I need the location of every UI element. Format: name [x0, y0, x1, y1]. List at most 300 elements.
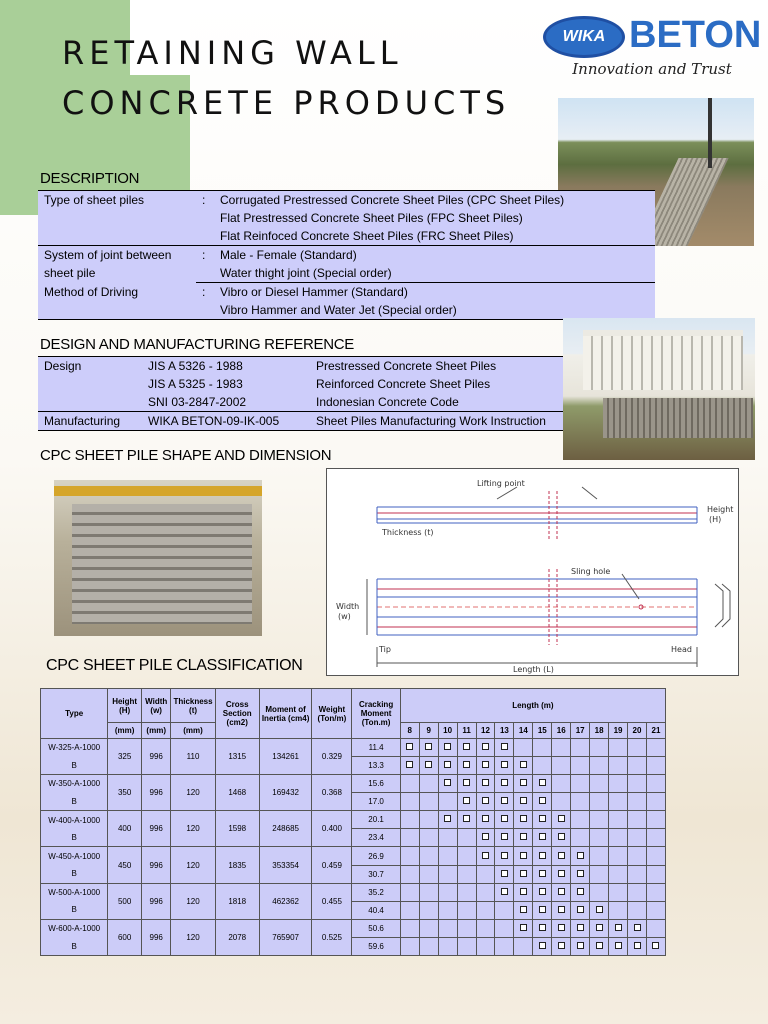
- building-retaining-wall-photo: [563, 318, 755, 460]
- length-cell: [609, 883, 628, 901]
- availability-box-icon: [482, 743, 489, 750]
- availability-box-icon: [482, 815, 489, 822]
- wika-beton-logo: [543, 12, 762, 87]
- availability-box-icon: [558, 924, 565, 931]
- length-cell: [590, 883, 609, 901]
- length-cell: [646, 739, 665, 757]
- description-sep: [196, 209, 214, 227]
- length-cell: [609, 739, 628, 757]
- length-cell: [476, 937, 495, 955]
- length-col-10: 10: [438, 723, 457, 739]
- length-cell: [457, 739, 476, 757]
- label-width-sym: (w): [338, 612, 351, 621]
- availability-box-icon: [520, 870, 527, 877]
- section-cell: 2078: [215, 919, 259, 955]
- length-cell: [476, 901, 495, 919]
- width-cell: 996: [141, 739, 170, 775]
- availability-box-icon: [558, 888, 565, 895]
- diagram-svg: [327, 469, 738, 675]
- availability-box-icon: [501, 797, 508, 804]
- length-cell: [646, 865, 665, 883]
- length-cell: [646, 829, 665, 847]
- length-cell: [495, 865, 514, 883]
- availability-box-icon: [558, 833, 565, 840]
- design-code: JIS A 5325 - 1983: [148, 377, 243, 391]
- length-cell: [495, 811, 514, 829]
- col-cracking: Cracking Moment (Ton.m): [352, 689, 400, 739]
- length-cell: [438, 793, 457, 811]
- inertia-cell: 765907: [259, 919, 312, 955]
- description-value: Vibro or Diesel Hammer (Standard): [220, 285, 408, 299]
- table-row: [41, 775, 666, 793]
- length-cell: [438, 739, 457, 757]
- availability-box-icon: [539, 797, 546, 804]
- availability-box-icon: [558, 815, 565, 822]
- shape-heading: CPC SHEET PILE SHAPE AND DIMENSION: [40, 447, 332, 464]
- table-row: [41, 739, 666, 757]
- thickness-cell: 120: [171, 811, 215, 847]
- weight-cell: 0.455: [312, 883, 352, 919]
- availability-box-icon: [539, 888, 546, 895]
- availability-box-icon: [501, 779, 508, 786]
- availability-box-icon: [558, 906, 565, 913]
- length-cell: [495, 829, 514, 847]
- cracking-cell: 40.4: [352, 901, 400, 919]
- length-cell: [514, 775, 533, 793]
- availability-box-icon: [425, 761, 432, 768]
- length-cell: [533, 793, 552, 811]
- availability-box-icon: [520, 815, 527, 822]
- length-cell: [400, 739, 419, 757]
- weight-cell: 0.525: [312, 919, 352, 955]
- length-cell: [495, 757, 514, 775]
- cracking-cell: 20.1: [352, 811, 400, 829]
- availability-box-icon: [482, 761, 489, 768]
- cracking-cell: 17.0: [352, 793, 400, 811]
- length-cell: [571, 739, 590, 757]
- design-row-1: [38, 357, 593, 376]
- length-cell: [552, 793, 571, 811]
- availability-box-icon: [501, 852, 508, 859]
- length-cell: [533, 883, 552, 901]
- length-cell: [400, 829, 419, 847]
- length-cell: [533, 937, 552, 955]
- description-label: Method of Driving: [44, 284, 139, 299]
- manufacturing-code: WIKA BETON-09-IK-005: [142, 412, 310, 431]
- length-cell: [457, 775, 476, 793]
- description-sep: :: [202, 193, 206, 207]
- description-row: [38, 301, 655, 320]
- title-line-2: CONCRETE PRODUCTS: [62, 84, 511, 122]
- length-cell: [552, 847, 571, 865]
- availability-box-icon: [577, 888, 584, 895]
- length-cell: [552, 937, 571, 955]
- length-cell: [646, 937, 665, 955]
- photo-crane: [708, 98, 712, 168]
- length-cell: [457, 865, 476, 883]
- length-cell: [628, 865, 647, 883]
- length-cell: [628, 883, 647, 901]
- description-value: Corrugated Prestressed Concrete Sheet Piles (CPC Sheet Piles): [220, 193, 565, 207]
- length-cell: [590, 919, 609, 937]
- length-cell: [419, 937, 438, 955]
- length-cell: [571, 865, 590, 883]
- length-cell: [476, 847, 495, 865]
- availability-box-icon: [501, 743, 508, 750]
- availability-box-icon: [463, 779, 470, 786]
- description-value: Vibro Hammer and Water Jet (Special order): [214, 301, 655, 320]
- length-cell: [609, 937, 628, 955]
- cracking-cell: 26.9: [352, 847, 400, 865]
- length-cell: [646, 883, 665, 901]
- length-cell: [609, 793, 628, 811]
- length-cell: [457, 847, 476, 865]
- unit-thickness: (mm): [171, 723, 215, 739]
- length-cell: [419, 793, 438, 811]
- description-sep: :: [202, 285, 206, 299]
- length-cell: [476, 829, 495, 847]
- length-cell: [457, 901, 476, 919]
- empty-cell: [38, 375, 142, 393]
- length-cell: [495, 937, 514, 955]
- cracking-cell: 35.2: [352, 883, 400, 901]
- width-cell: 996: [141, 775, 170, 811]
- availability-box-icon: [501, 833, 508, 840]
- cracking-cell: 15.6: [352, 775, 400, 793]
- lifting-point-leader: [497, 487, 517, 499]
- section-cell: 1835: [215, 847, 259, 883]
- availability-box-icon: [463, 815, 470, 822]
- cross-section-shape: [715, 584, 723, 627]
- inertia-cell: 353354: [259, 847, 312, 883]
- length-cell: [495, 847, 514, 865]
- length-col-11: 11: [457, 723, 476, 739]
- length-cell: [533, 829, 552, 847]
- section-cell: 1818: [215, 883, 259, 919]
- length-cell: [419, 811, 438, 829]
- type-cell: W-450-A-1000: [41, 847, 108, 865]
- description-value: Flat Reinfoced Concrete Sheet Piles (FRC Sheet Piles): [214, 227, 655, 246]
- col-section: Cross Section (cm2): [215, 689, 259, 739]
- length-cell: [514, 829, 533, 847]
- availability-box-icon: [463, 797, 470, 804]
- length-col-17: 17: [571, 723, 590, 739]
- availability-box-icon: [444, 779, 451, 786]
- description-row: [38, 283, 655, 302]
- length-cell: [400, 919, 419, 937]
- availability-box-icon: [596, 942, 603, 949]
- photo-gantry-crane: [54, 486, 262, 496]
- label-tip: Tip: [379, 645, 391, 654]
- availability-box-icon: [539, 815, 546, 822]
- description-label: System of joint between sheet pile: [44, 248, 172, 280]
- length-cell: [438, 883, 457, 901]
- length-cell: [514, 793, 533, 811]
- length-cell: [495, 883, 514, 901]
- length-cell: [514, 937, 533, 955]
- design-desc: Indonesian Concrete Code: [310, 393, 593, 412]
- availability-box-icon: [501, 870, 508, 877]
- length-cell: [400, 937, 419, 955]
- height-cell: 450: [108, 847, 142, 883]
- length-cell: [457, 919, 476, 937]
- width-cell: 996: [141, 811, 170, 847]
- classification-table: [40, 688, 666, 956]
- photo-building: [583, 330, 743, 390]
- length-cell: [476, 775, 495, 793]
- length-cell: [457, 937, 476, 955]
- availability-box-icon: [520, 906, 527, 913]
- description-sep: [196, 227, 214, 246]
- length-cell: [609, 811, 628, 829]
- availability-box-icon: [539, 924, 546, 931]
- length-cell: [476, 865, 495, 883]
- length-cell: [552, 757, 571, 775]
- length-cell: [495, 775, 514, 793]
- length-cell: [552, 739, 571, 757]
- availability-box-icon: [482, 797, 489, 804]
- length-cell: [590, 811, 609, 829]
- type-cell: B: [41, 865, 108, 883]
- length-cell: [590, 739, 609, 757]
- length-cell: [419, 757, 438, 775]
- availability-box-icon: [634, 924, 641, 931]
- type-cell: B: [41, 901, 108, 919]
- availability-box-icon: [615, 942, 622, 949]
- stacked-sheet-piles-photo: [54, 480, 262, 636]
- length-cell: [571, 793, 590, 811]
- type-cell: B: [41, 829, 108, 847]
- length-cell: [590, 865, 609, 883]
- availability-box-icon: [596, 906, 603, 913]
- type-cell: B: [41, 793, 108, 811]
- photo-wall: [603, 398, 753, 438]
- availability-box-icon: [539, 852, 546, 859]
- height-cell: 400: [108, 811, 142, 847]
- length-cell: [552, 883, 571, 901]
- availability-box-icon: [482, 852, 489, 859]
- length-cell: [533, 865, 552, 883]
- length-cell: [628, 919, 647, 937]
- manufacturing-row: [38, 412, 593, 431]
- length-cell: [476, 811, 495, 829]
- length-cell: [438, 937, 457, 955]
- length-cell: [628, 937, 647, 955]
- availability-box-icon: [406, 761, 413, 768]
- length-cell: [609, 775, 628, 793]
- thickness-cell: 120: [171, 883, 215, 919]
- length-cell: [514, 757, 533, 775]
- col-thickness: Thickness (t): [171, 689, 215, 723]
- length-cell: [646, 793, 665, 811]
- length-cell: [552, 901, 571, 919]
- weight-cell: 0.459: [312, 847, 352, 883]
- availability-box-icon: [577, 870, 584, 877]
- availability-box-icon: [482, 833, 489, 840]
- label-width: Width: [336, 602, 360, 611]
- weight-cell: 0.329: [312, 739, 352, 775]
- section-cell: 1598: [215, 811, 259, 847]
- length-col-9: 9: [419, 723, 438, 739]
- sling-hole-leader: [622, 574, 639, 599]
- length-cell: [552, 865, 571, 883]
- availability-box-icon: [520, 761, 527, 768]
- design-code: SNI 03-2847-2002: [142, 393, 310, 412]
- length-cell: [533, 775, 552, 793]
- length-cell: [419, 775, 438, 793]
- length-cell: [628, 901, 647, 919]
- cracking-cell: 23.4: [352, 829, 400, 847]
- length-cell: [609, 901, 628, 919]
- empty-cell: [38, 393, 142, 412]
- availability-box-icon: [501, 815, 508, 822]
- length-cell: [476, 739, 495, 757]
- length-cell: [609, 919, 628, 937]
- length-cell: [552, 829, 571, 847]
- sheet-pile-diagram: [326, 468, 739, 676]
- availability-box-icon: [520, 924, 527, 931]
- col-height: Height (H): [108, 689, 142, 723]
- thickness-cell: 120: [171, 847, 215, 883]
- length-cell: [476, 919, 495, 937]
- label-height: Height: [707, 505, 734, 514]
- design-desc: Reinforced Concrete Sheet Piles: [316, 377, 491, 391]
- availability-box-icon: [520, 833, 527, 840]
- type-cell: W-600-A-1000: [41, 919, 108, 937]
- cracking-cell: 59.6: [352, 937, 400, 955]
- table-row: [41, 811, 666, 829]
- length-cell: [628, 811, 647, 829]
- col-type: Type: [41, 689, 108, 739]
- length-cell: [590, 775, 609, 793]
- availability-box-icon: [558, 942, 565, 949]
- thickness-cell: 120: [171, 919, 215, 955]
- description-row: [38, 191, 655, 210]
- lifting-point-leader: [582, 487, 597, 499]
- length-cell: [438, 919, 457, 937]
- cracking-cell: 50.6: [352, 919, 400, 937]
- availability-box-icon: [596, 924, 603, 931]
- length-cell: [628, 847, 647, 865]
- availability-box-icon: [577, 906, 584, 913]
- cracking-cell: 11.4: [352, 739, 400, 757]
- length-cell: [419, 883, 438, 901]
- availability-box-icon: [539, 870, 546, 877]
- col-width: Width (w): [141, 689, 170, 723]
- length-cell: [476, 883, 495, 901]
- type-cell: W-500-A-1000: [41, 883, 108, 901]
- length-cell: [419, 919, 438, 937]
- length-cell: [457, 811, 476, 829]
- header-row-1: [41, 689, 666, 723]
- availability-box-icon: [577, 942, 584, 949]
- availability-box-icon: [539, 779, 546, 786]
- width-cell: 996: [141, 919, 170, 955]
- length-cell: [628, 793, 647, 811]
- description-label: Type of sheet piles: [44, 193, 145, 207]
- logo-tagline: Innovation and Trust: [572, 60, 732, 78]
- length-cell: [400, 775, 419, 793]
- length-cell: [646, 919, 665, 937]
- availability-box-icon: [463, 743, 470, 750]
- length-cell: [628, 829, 647, 847]
- label-head: Head: [671, 645, 692, 654]
- length-cell: [646, 775, 665, 793]
- availability-box-icon: [520, 852, 527, 859]
- length-cell: [590, 829, 609, 847]
- length-cell: [400, 901, 419, 919]
- length-cell: [400, 883, 419, 901]
- length-cell: [533, 811, 552, 829]
- length-col-12: 12: [476, 723, 495, 739]
- length-cell: [438, 865, 457, 883]
- length-cell: [514, 919, 533, 937]
- description-heading: DESCRIPTION: [40, 170, 140, 187]
- title-line-1: RETAINING WALL: [62, 34, 403, 72]
- availability-box-icon: [558, 852, 565, 859]
- availability-box-icon: [539, 906, 546, 913]
- description-label: [38, 227, 196, 246]
- height-cell: 350: [108, 775, 142, 811]
- inertia-cell: 248685: [259, 811, 312, 847]
- description-sep: [196, 301, 214, 320]
- availability-box-icon: [539, 942, 546, 949]
- length-cell: [438, 847, 457, 865]
- availability-box-icon: [444, 743, 451, 750]
- length-cell: [590, 901, 609, 919]
- length-cell: [457, 757, 476, 775]
- thickness-cell: 120: [171, 775, 215, 811]
- availability-box-icon: [520, 779, 527, 786]
- logo-wika-oval: WIKA: [543, 16, 625, 58]
- length-cell: [400, 847, 419, 865]
- length-col-13: 13: [495, 723, 514, 739]
- length-cell: [457, 829, 476, 847]
- design-row-2: [38, 375, 593, 393]
- weight-cell: 0.368: [312, 775, 352, 811]
- length-col-14: 14: [514, 723, 533, 739]
- description-label: [38, 301, 196, 320]
- length-col-8: 8: [400, 723, 419, 739]
- label-thickness: Thickness (t): [382, 528, 434, 537]
- length-cell: [552, 775, 571, 793]
- availability-box-icon: [406, 743, 413, 750]
- thickness-cell: 110: [171, 739, 215, 775]
- length-cell: [476, 793, 495, 811]
- reference-heading: DESIGN AND MANUFACTURING REFERENCE: [40, 336, 354, 353]
- length-cell: [646, 901, 665, 919]
- unit-height: (mm): [108, 723, 142, 739]
- length-cell: [419, 901, 438, 919]
- manufacturing-desc: Sheet Piles Manufacturing Work Instruction: [310, 412, 593, 431]
- description-table: [38, 190, 655, 320]
- description-label: [38, 209, 196, 227]
- length-col-15: 15: [533, 723, 552, 739]
- length-cell: [400, 811, 419, 829]
- design-row-3: [38, 393, 593, 412]
- inertia-cell: 462362: [259, 883, 312, 919]
- availability-box-icon: [463, 761, 470, 768]
- design-label: Design: [44, 359, 82, 373]
- length-cell: [419, 829, 438, 847]
- col-weight: Weight (Ton/m): [312, 689, 352, 739]
- length-cell: [495, 901, 514, 919]
- availability-box-icon: [652, 942, 659, 949]
- description-sep: :: [202, 248, 206, 262]
- inertia-cell: 134261: [259, 739, 312, 775]
- length-cell: [646, 847, 665, 865]
- length-cell: [514, 811, 533, 829]
